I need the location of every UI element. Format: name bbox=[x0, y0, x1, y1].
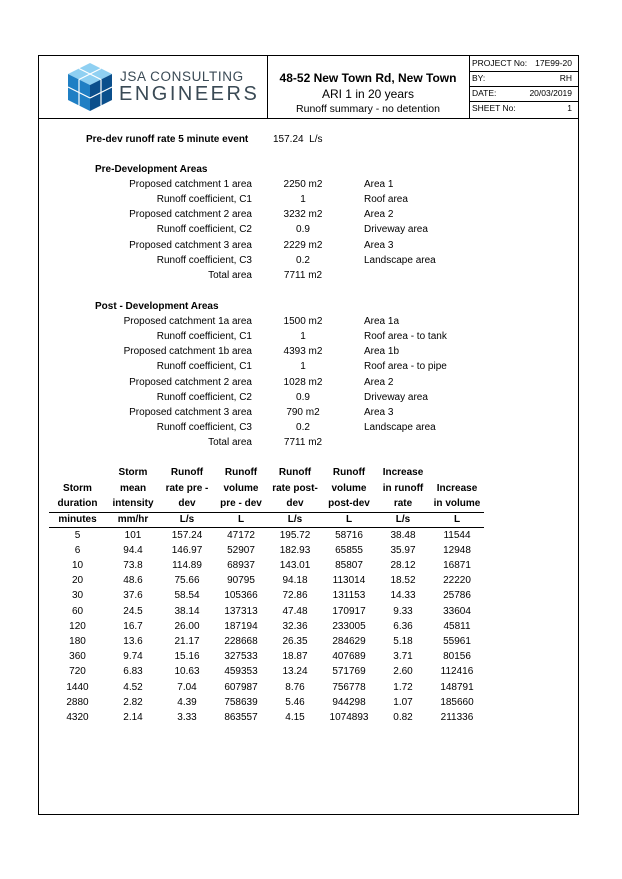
table-cell: 407689 bbox=[332, 651, 366, 663]
table-cell: 24.5 bbox=[123, 605, 143, 617]
table-cell: 4.39 bbox=[177, 696, 197, 708]
post-row-label: Proposed catchment 3 area bbox=[129, 407, 252, 418]
table-cell: 73.8 bbox=[123, 559, 143, 571]
title-block bbox=[39, 56, 578, 119]
column-header: dev bbox=[178, 498, 196, 509]
column-header: Runoff bbox=[224, 467, 258, 478]
column-header: rate post- bbox=[272, 482, 318, 494]
table-cell: 48.6 bbox=[123, 575, 143, 587]
pre-row-desc: Area 1 bbox=[364, 179, 394, 190]
pre-row-value: 0.9 bbox=[296, 224, 310, 235]
post-row-value: 790 m2 bbox=[286, 407, 320, 418]
table-cell: 58716 bbox=[335, 529, 363, 541]
column-header: rate pre - bbox=[165, 482, 209, 494]
table-cell: 105366 bbox=[224, 590, 258, 602]
table-cell: 85807 bbox=[335, 559, 363, 571]
info-row-project-no: PROJECT No: 17E99-20 bbox=[469, 56, 578, 72]
table-cell: 13.6 bbox=[123, 635, 143, 647]
table-cell: 15.16 bbox=[174, 651, 200, 663]
column-header: rate bbox=[393, 498, 413, 509]
column-header: Increase bbox=[382, 467, 424, 478]
project-title: 48-52 New Town Rd, New Town bbox=[279, 71, 457, 85]
pre-row-value: 2229 m2 bbox=[283, 240, 323, 251]
pre-row-label: Proposed catchment 3 area bbox=[129, 240, 252, 251]
column-header: post-dev bbox=[328, 498, 370, 509]
table-cell: 863557 bbox=[224, 711, 258, 723]
table-cell: 25786 bbox=[443, 590, 471, 602]
table-cell: 38.48 bbox=[390, 529, 416, 541]
table-cell: 7.04 bbox=[177, 681, 197, 693]
ari-label: ARI 1 in 20 years bbox=[321, 87, 415, 101]
post-row-label: Runoff coefficient, C1 bbox=[156, 331, 252, 342]
unit-header: L/s bbox=[160, 512, 214, 527]
pre-row-value: 1 bbox=[300, 194, 306, 205]
table-cell: 6.36 bbox=[393, 620, 413, 632]
table-cell: 944298 bbox=[332, 696, 366, 708]
table-cell: 58.54 bbox=[174, 590, 200, 602]
post-row-value: 0.9 bbox=[296, 392, 310, 403]
table-row bbox=[49, 695, 484, 710]
table-row bbox=[49, 680, 484, 695]
table-cell: 180 bbox=[69, 635, 86, 647]
info-row-date: DATE: 20/03/2019 bbox=[469, 86, 578, 102]
table-cell: 94.4 bbox=[123, 544, 143, 556]
table-cell: 28.12 bbox=[390, 559, 416, 571]
table-cell: 0.82 bbox=[393, 711, 413, 723]
header-row bbox=[49, 481, 484, 497]
column-header: in volume bbox=[433, 498, 481, 509]
column-header: Runoff bbox=[170, 467, 204, 478]
table-cell: 182.93 bbox=[279, 544, 311, 556]
table-cell: 137313 bbox=[224, 605, 258, 617]
table-row bbox=[49, 634, 484, 649]
table-cell: 3.33 bbox=[177, 711, 197, 723]
predev-rate-label: Pre-dev runoff rate 5 minute event bbox=[86, 134, 249, 145]
table-cell: 52907 bbox=[227, 544, 255, 556]
pre-row-label: Runoff coefficient, C2 bbox=[156, 224, 252, 235]
table-cell: 1.72 bbox=[393, 681, 413, 693]
table-cell: 2.82 bbox=[123, 696, 143, 708]
table-cell: 211336 bbox=[440, 711, 474, 723]
post-row-value: 7711 m2 bbox=[283, 437, 323, 448]
table-cell: 607987 bbox=[224, 681, 258, 693]
table-cell: 185660 bbox=[440, 696, 474, 708]
table-row bbox=[49, 543, 484, 558]
table-cell: 146.97 bbox=[171, 544, 203, 556]
units-row bbox=[49, 512, 484, 527]
table-cell: 228668 bbox=[224, 635, 258, 647]
table-cell: 9.74 bbox=[123, 651, 143, 663]
post-row-label: Proposed catchment 1b area bbox=[123, 346, 252, 357]
table-row bbox=[49, 527, 484, 543]
table-cell: 1074893 bbox=[329, 711, 369, 723]
table-cell: 113014 bbox=[332, 575, 366, 587]
column-header: intensity bbox=[112, 498, 154, 509]
table-cell: 756778 bbox=[332, 681, 366, 693]
table-cell: 80156 bbox=[443, 651, 471, 663]
column-header: dev bbox=[286, 498, 304, 509]
pre-row-desc: Roof area bbox=[364, 194, 408, 205]
table-cell: 21.17 bbox=[174, 635, 200, 647]
table-cell: 13.24 bbox=[282, 666, 308, 678]
pre-row-label: Proposed catchment 1 area bbox=[129, 179, 252, 190]
post-row-desc: Area 1a bbox=[364, 316, 400, 327]
post-row-desc: Area 3 bbox=[364, 407, 394, 418]
post-row-label: Proposed catchment 1a area bbox=[123, 316, 252, 327]
table-row bbox=[49, 664, 484, 679]
column-header bbox=[430, 465, 484, 481]
pre-row-value: 7711 m2 bbox=[283, 270, 323, 281]
table-cell: 233005 bbox=[332, 620, 366, 632]
table-cell: 47.48 bbox=[282, 605, 308, 617]
table-cell: 101 bbox=[124, 529, 142, 541]
pre-row-desc: Driveway area bbox=[364, 224, 428, 235]
info-row-by: BY: RH bbox=[469, 71, 578, 87]
table-cell: 35.97 bbox=[390, 544, 416, 556]
info-row-sheet-no: SHEET No: 1 bbox=[472, 103, 572, 113]
table-cell: 18.52 bbox=[390, 575, 416, 587]
table-cell: 26.00 bbox=[174, 620, 200, 632]
table-cell: 33604 bbox=[443, 605, 471, 617]
table-cell: 112416 bbox=[440, 666, 474, 678]
column-header: in runoff bbox=[382, 482, 424, 494]
table-cell: 284629 bbox=[332, 635, 366, 647]
table-cell: 30 bbox=[71, 590, 84, 602]
table-cell: 4.52 bbox=[123, 681, 143, 693]
table-cell: 14.33 bbox=[390, 590, 416, 602]
table-cell: 720 bbox=[69, 666, 86, 678]
table-cell: 65855 bbox=[335, 544, 363, 556]
predev-rate-value: 157.24 L/s bbox=[273, 134, 323, 145]
column-header: Storm bbox=[63, 482, 92, 494]
company-name-line2: ENGINEERS bbox=[119, 83, 260, 105]
header-row bbox=[49, 496, 484, 512]
table-cell: 90795 bbox=[227, 575, 255, 587]
table-cell: 360 bbox=[69, 651, 86, 663]
table-cell: 55961 bbox=[443, 635, 471, 647]
table-cell: 12948 bbox=[443, 544, 471, 556]
post-row-label: Total area bbox=[208, 437, 252, 448]
table-cell: 16871 bbox=[443, 559, 471, 571]
unit-header: minutes bbox=[49, 512, 106, 527]
pre-row-value: 0.2 bbox=[296, 255, 310, 266]
column-header: volume bbox=[331, 482, 367, 494]
post-dev-heading: Post - Development Areas bbox=[95, 301, 219, 312]
post-row-value: 4393 m2 bbox=[283, 346, 323, 357]
runoff-results-table bbox=[49, 465, 484, 725]
column-header: Runoff bbox=[278, 467, 312, 478]
table-cell: 18.87 bbox=[282, 651, 308, 663]
table-cell: 148791 bbox=[440, 681, 474, 693]
pre-dev-heading: Pre-Development Areas bbox=[95, 164, 208, 175]
table-row bbox=[49, 588, 484, 603]
post-row-value: 1028 m2 bbox=[283, 377, 323, 388]
table-cell: 114.89 bbox=[172, 559, 202, 571]
unit-header: L/s bbox=[268, 512, 322, 527]
company-name-line1: JSA CONSULTING bbox=[120, 69, 244, 84]
column-header: pre - dev bbox=[220, 498, 262, 509]
table-cell: 327533 bbox=[224, 651, 258, 663]
unit-header: L bbox=[322, 512, 376, 527]
post-row-value: 1500 m2 bbox=[283, 316, 323, 327]
table-cell: 72.86 bbox=[282, 590, 308, 602]
table-cell: 195.72 bbox=[279, 529, 311, 541]
table-cell: 26.35 bbox=[282, 635, 308, 647]
post-row-desc: Area 2 bbox=[364, 377, 394, 388]
table-cell: 758639 bbox=[224, 696, 258, 708]
post-row-desc: Landscape area bbox=[364, 422, 436, 433]
unit-header: L bbox=[214, 512, 268, 527]
post-row-label: Runoff coefficient, C3 bbox=[156, 422, 252, 433]
table-cell: 22220 bbox=[443, 575, 471, 587]
table-cell: 170917 bbox=[332, 605, 366, 617]
column-header: Increase bbox=[436, 482, 478, 494]
table-cell: 32.36 bbox=[282, 620, 308, 632]
table-cell: 1.07 bbox=[393, 696, 413, 708]
table-cell: 571769 bbox=[332, 666, 366, 678]
table-cell: 143.01 bbox=[279, 559, 311, 571]
column-header: duration bbox=[57, 498, 98, 509]
table-cell: 4320 bbox=[66, 711, 89, 723]
table-row bbox=[49, 619, 484, 634]
post-row-desc: Roof area - to pipe bbox=[364, 361, 447, 372]
table-cell: 20 bbox=[71, 575, 84, 587]
pre-row-label: Runoff coefficient, C1 bbox=[156, 194, 252, 205]
table-cell: 131153 bbox=[332, 590, 366, 602]
results-table-header bbox=[49, 465, 484, 527]
table-row bbox=[49, 573, 484, 588]
project-info-cell bbox=[469, 56, 578, 118]
pre-row-desc: Area 3 bbox=[364, 240, 394, 251]
table-row bbox=[49, 558, 484, 573]
pre-row-label: Total area bbox=[208, 270, 252, 281]
table-cell: 45811 bbox=[443, 620, 471, 632]
table-cell: 47172 bbox=[227, 529, 255, 541]
table-cell: 60 bbox=[71, 605, 84, 617]
table-cell: 2.14 bbox=[123, 711, 143, 723]
table-cell: 8.76 bbox=[285, 681, 305, 693]
cube-logo-icon bbox=[65, 61, 115, 113]
post-row-desc: Area 1b bbox=[364, 346, 400, 357]
table-cell: 2.60 bbox=[393, 666, 413, 678]
post-row-label: Runoff coefficient, C1 bbox=[156, 361, 252, 372]
table-cell: 5 bbox=[74, 529, 81, 541]
pre-row-label: Runoff coefficient, C3 bbox=[156, 255, 252, 266]
column-header: Runoff bbox=[332, 467, 366, 478]
table-cell: 16.7 bbox=[123, 620, 143, 632]
pre-row-value: 2250 m2 bbox=[283, 179, 323, 190]
sheet-subtitle: Runoff summary - no detention bbox=[296, 103, 440, 115]
table-row bbox=[49, 604, 484, 619]
table-cell: 37.6 bbox=[123, 590, 143, 602]
unit-header: mm/hr bbox=[106, 512, 160, 527]
post-row-desc: Roof area - to tank bbox=[364, 331, 447, 342]
table-row bbox=[49, 649, 484, 664]
post-row-label: Runoff coefficient, C2 bbox=[156, 392, 252, 403]
post-row-value: 0.2 bbox=[296, 422, 310, 433]
table-cell: 94.18 bbox=[282, 575, 308, 587]
table-cell: 38.14 bbox=[174, 605, 200, 617]
column-header: mean bbox=[119, 482, 147, 494]
post-row-value: 1 bbox=[300, 331, 306, 342]
table-cell: 6.83 bbox=[123, 666, 143, 678]
table-cell: 10.63 bbox=[174, 666, 200, 678]
header-row bbox=[49, 465, 484, 481]
unit-header: L bbox=[430, 512, 484, 527]
column-header: volume bbox=[223, 482, 259, 494]
table-cell: 120 bbox=[69, 620, 86, 632]
table-cell: 459353 bbox=[224, 666, 258, 678]
results-table-body bbox=[49, 527, 484, 725]
pre-row-value: 3232 m2 bbox=[283, 209, 323, 220]
post-row-value: 1 bbox=[300, 361, 306, 372]
table-cell: 1440 bbox=[66, 681, 89, 693]
table-cell: 11544 bbox=[443, 529, 471, 541]
table-cell: 157.24 bbox=[171, 529, 203, 541]
table-cell: 4.15 bbox=[285, 711, 305, 723]
table-cell: 10 bbox=[71, 559, 84, 571]
unit-header: L/s bbox=[376, 512, 430, 527]
column-header: Storm bbox=[118, 467, 148, 478]
project-title-cell bbox=[267, 56, 470, 118]
table-row bbox=[49, 710, 484, 725]
table-cell: 6 bbox=[74, 544, 81, 556]
pre-row-label: Proposed catchment 2 area bbox=[129, 209, 252, 220]
pre-row-desc: Area 2 bbox=[364, 209, 394, 220]
pre-row-desc: Landscape area bbox=[364, 255, 436, 266]
table-cell: 3.71 bbox=[393, 651, 413, 663]
post-row-label: Proposed catchment 2 area bbox=[129, 377, 252, 388]
table-cell: 68937 bbox=[227, 559, 255, 571]
post-row-desc: Driveway area bbox=[364, 392, 428, 403]
company-logo-cell bbox=[39, 56, 268, 118]
column-header bbox=[49, 465, 106, 481]
table-cell: 5.46 bbox=[285, 696, 305, 708]
table-cell: 187194 bbox=[224, 620, 258, 632]
table-cell: 5.18 bbox=[393, 635, 413, 647]
table-cell: 2880 bbox=[66, 696, 89, 708]
table-cell: 75.66 bbox=[174, 575, 200, 587]
table-cell: 9.33 bbox=[393, 605, 413, 617]
